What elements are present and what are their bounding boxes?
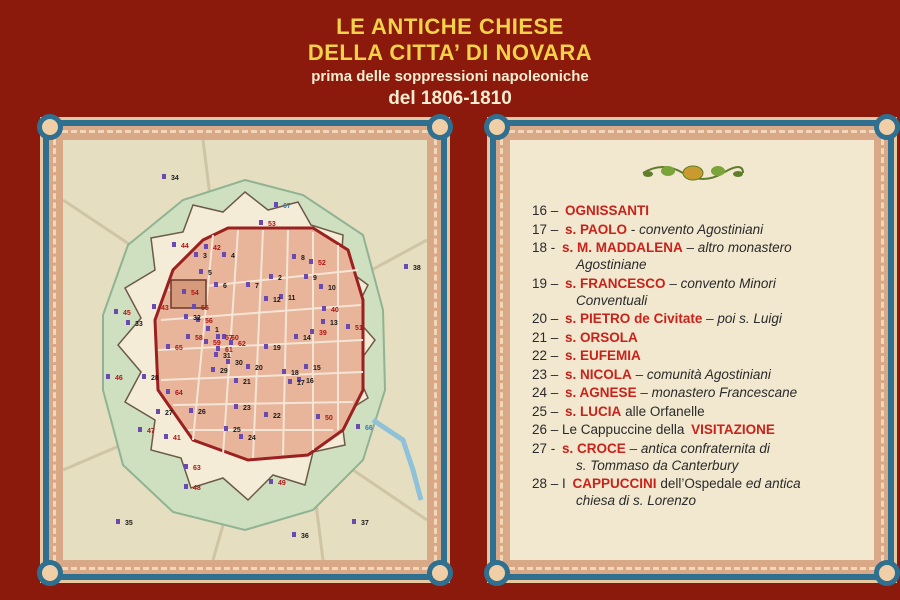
map-number-label[interactable]: 41 <box>173 435 181 442</box>
legend-note: – convento Minori <box>669 275 776 291</box>
legend-continuation: Agostiniane <box>576 257 647 272</box>
map-number-label[interactable]: 18 <box>291 370 299 377</box>
legend-extra: dell’Ospedale <box>656 476 746 491</box>
map-number-label[interactable]: 28 <box>151 375 159 382</box>
vine-ornament-icon <box>638 158 748 188</box>
church-marker <box>106 374 110 379</box>
legend-item <box>532 421 866 438</box>
legend-item <box>532 384 866 401</box>
church-marker <box>346 324 350 329</box>
church-marker <box>192 304 196 309</box>
map-number-label[interactable]: 13 <box>330 320 338 327</box>
church-marker <box>234 404 238 409</box>
church-marker <box>319 284 323 289</box>
church-name: s. PAOLO <box>565 221 628 237</box>
church-marker <box>292 532 296 537</box>
church-marker <box>239 434 243 439</box>
legend-item <box>532 475 866 509</box>
church-marker <box>152 304 156 309</box>
map-number-label[interactable]: 36 <box>301 533 309 540</box>
map-number-label[interactable]: 60 <box>231 335 239 342</box>
novara-map-svg <box>63 140 427 560</box>
map-number-label[interactable]: 49 <box>278 480 286 487</box>
legend-item <box>532 329 866 346</box>
legend-note: – altro monastero <box>686 240 792 255</box>
church-marker <box>189 408 193 413</box>
church-marker <box>356 424 360 429</box>
map-number-label[interactable]: 30 <box>235 360 243 367</box>
map-number-label[interactable]: 63 <box>193 465 201 472</box>
legend-number: 18 - <box>532 240 556 255</box>
map-number-label[interactable]: 25 <box>233 427 241 434</box>
map-panel <box>40 117 450 583</box>
church-name: s. PIETRO de Civitate <box>565 311 703 326</box>
map-number-label[interactable]: 27 <box>165 410 173 417</box>
map-number-label[interactable]: 47 <box>147 428 155 435</box>
map-number-label[interactable]: 66 <box>365 425 373 432</box>
church-marker <box>282 369 286 374</box>
church-marker <box>309 259 313 264</box>
church-name: CAPPUCCINI <box>572 476 657 491</box>
map-number-label[interactable]: 4 <box>231 253 235 260</box>
church-name: s. CROCE <box>562 440 626 456</box>
church-name: s. LUCIA <box>565 403 622 419</box>
map-number-label[interactable]: 5 <box>208 270 212 277</box>
map-number-label[interactable]: 48 <box>193 485 201 492</box>
church-marker <box>126 320 130 325</box>
church-marker <box>138 427 142 432</box>
map-number-label[interactable]: 54 <box>191 290 199 297</box>
legend-number: 23 – <box>532 366 559 382</box>
map-number-label[interactable]: 7 <box>255 283 259 290</box>
church-marker <box>310 329 314 334</box>
legend-number: 19 – <box>532 275 559 291</box>
legend-item <box>532 310 866 327</box>
map-number-label[interactable]: 19 <box>273 345 281 352</box>
legend-number: 17 – <box>532 221 559 237</box>
church-marker <box>274 202 278 207</box>
church-marker <box>184 314 188 319</box>
legend-item <box>532 239 866 273</box>
church-marker <box>216 334 220 339</box>
legend-number: 16 – <box>532 203 559 218</box>
legend-number: 26 – Le Cappuccine della <box>532 422 685 437</box>
map-number-label[interactable]: 44 <box>181 243 189 250</box>
map-number-label[interactable]: 52 <box>318 260 326 267</box>
main-title: LE ANTICHE CHIESE <box>336 14 564 39</box>
legend-item <box>532 202 866 219</box>
map-number-label[interactable]: 14 <box>303 335 311 342</box>
legend-number: 27 - <box>532 440 556 456</box>
church-marker <box>186 334 190 339</box>
map-number-label[interactable]: 51 <box>355 325 363 332</box>
map-number-label[interactable]: 3 <box>203 253 207 260</box>
map-number-label[interactable]: 37 <box>361 520 369 527</box>
main-title-line2: DELLA CITTA’ DI NOVARA <box>307 40 593 65</box>
church-marker <box>304 364 308 369</box>
legend-continuation: s. Tommaso da Canterbury <box>576 457 739 473</box>
map-number-label[interactable]: 35 <box>125 520 133 527</box>
church-name: s. M. MADDALENA <box>562 240 683 255</box>
church-marker <box>199 269 203 274</box>
church-marker <box>142 374 146 379</box>
church-marker <box>194 252 198 257</box>
map-number-label[interactable]: 2 <box>278 275 282 282</box>
church-marker <box>224 426 228 431</box>
church-marker <box>204 339 208 344</box>
legend-note: ed antica <box>745 476 801 491</box>
map-number-label[interactable]: 34 <box>171 175 179 182</box>
legend-number: 24 – <box>532 385 559 400</box>
map-number-label[interactable]: 29 <box>220 368 228 375</box>
map-number-label[interactable]: 59 <box>213 340 221 347</box>
legend-number: 21 – <box>532 329 559 345</box>
church-marker <box>204 244 208 249</box>
map-number-label[interactable]: 57 <box>225 335 233 342</box>
legend-number: 25 – <box>532 403 559 419</box>
subtitle: prima delle soppressioni napoleoniche <box>311 68 589 85</box>
church-marker <box>264 412 268 417</box>
map-number-label[interactable]: 64 <box>175 390 183 397</box>
map-number-label[interactable]: 62 <box>238 341 246 348</box>
church-marker <box>214 352 218 357</box>
church-name: s. NICOLA <box>565 366 632 382</box>
map-number-label[interactable]: 32 <box>193 315 201 322</box>
church-marker <box>114 309 118 314</box>
map-number-label[interactable]: 45 <box>123 310 131 317</box>
map-number-label[interactable]: 40 <box>331 307 339 314</box>
church-marker <box>292 254 296 259</box>
church-marker <box>184 464 188 469</box>
map-number-label[interactable]: 39 <box>319 330 327 337</box>
church-marker <box>116 519 120 524</box>
map-number-label[interactable]: 58 <box>195 335 203 342</box>
castle <box>171 280 206 308</box>
map-number-label[interactable]: 9 <box>313 275 317 282</box>
church-marker <box>316 414 320 419</box>
legend-number: 22 – <box>532 348 559 363</box>
church-name: s. AGNESE <box>565 385 637 400</box>
legend-continuation: chiesa di s. Lorenzo <box>576 493 697 508</box>
church-marker <box>222 252 226 257</box>
legend-note: – poi s. Luigi <box>706 311 782 326</box>
legend-note: convento Agostiniani <box>639 221 764 237</box>
map-number-label[interactable]: 38 <box>413 265 421 272</box>
church-marker <box>404 264 408 269</box>
church-marker <box>246 364 250 369</box>
legend-item <box>532 403 866 420</box>
church-legend-list <box>532 202 866 511</box>
church-marker <box>182 289 186 294</box>
map-number-label[interactable]: 6 <box>223 283 227 290</box>
legend-continuation: Conventuali <box>576 292 648 308</box>
map-number-label[interactable]: 53 <box>268 221 276 228</box>
legend-note: – antica confraternita di <box>629 440 770 456</box>
church-name: s. FRANCESCO <box>565 275 666 291</box>
church-marker <box>269 274 273 279</box>
church-marker <box>246 282 250 287</box>
city-map[interactable] <box>63 140 427 560</box>
map-number-label[interactable]: 23 <box>243 405 251 412</box>
church-marker <box>321 319 325 324</box>
church-name: OGNISSANTI <box>565 203 650 218</box>
church-marker <box>172 242 176 247</box>
church-marker <box>234 378 238 383</box>
legend-item <box>532 275 866 309</box>
church-marker <box>166 344 170 349</box>
legend-note: – monastero Francescane <box>640 385 798 400</box>
map-number-label[interactable]: 16 <box>306 378 314 385</box>
map-number-label[interactable]: 50 <box>325 415 333 422</box>
map-number-label[interactable]: 17 <box>297 380 305 387</box>
date-range: del 1806-1810 <box>388 88 512 109</box>
map-number-label[interactable]: 33 <box>135 321 143 328</box>
legend-item <box>532 440 866 474</box>
map-number-label[interactable]: 22 <box>273 413 281 420</box>
church-marker <box>259 220 263 225</box>
map-number-label[interactable]: 26 <box>198 409 206 416</box>
church-name: VISITAZIONE <box>691 422 775 437</box>
legend-item <box>532 366 866 383</box>
church-marker <box>264 296 268 301</box>
church-marker <box>162 174 166 179</box>
church-marker <box>184 484 188 489</box>
church-marker <box>288 379 292 384</box>
church-marker <box>352 519 356 524</box>
map-number-label[interactable]: 20 <box>255 365 263 372</box>
church-name: s. EUFEMIA <box>565 348 641 363</box>
map-number-label[interactable]: 24 <box>248 435 256 442</box>
map-number-label[interactable]: 12 <box>273 297 281 304</box>
map-number-label[interactable]: 11 <box>288 295 296 302</box>
map-number-label[interactable]: 42 <box>213 245 221 252</box>
legend-number: 28 – I <box>532 476 566 491</box>
church-marker <box>211 367 215 372</box>
map-number-label[interactable]: 61 <box>225 347 233 354</box>
church-marker <box>264 344 268 349</box>
map-number-label[interactable]: 15 <box>313 365 321 372</box>
legend-extra: - <box>627 221 640 237</box>
map-number-label[interactable]: 65 <box>175 345 183 352</box>
map-number-label[interactable]: 10 <box>328 285 336 292</box>
map-number-label[interactable]: 8 <box>301 255 305 262</box>
church-marker <box>304 274 308 279</box>
map-number-label[interactable]: 67 <box>283 203 291 210</box>
legend-note: – comunità Agostiniani <box>635 366 771 382</box>
church-marker <box>156 409 160 414</box>
church-marker <box>322 306 326 311</box>
legend-item <box>532 221 866 238</box>
map-number-label[interactable]: 56 <box>205 318 213 325</box>
church-marker <box>166 389 170 394</box>
map-number-label[interactable]: 46 <box>115 375 123 382</box>
legend-extra: alle Orfanelle <box>621 403 705 419</box>
church-marker <box>269 479 273 484</box>
map-number-label[interactable]: 55 <box>201 305 209 312</box>
church-marker <box>164 434 168 439</box>
church-marker <box>294 334 298 339</box>
church-marker <box>214 282 218 287</box>
legend-number: 20 – <box>532 311 559 326</box>
map-number-label[interactable]: 21 <box>243 379 251 386</box>
legend-panel <box>487 117 897 583</box>
church-name: s. ORSOLA <box>565 329 638 345</box>
map-number-label[interactable]: 43 <box>161 305 169 312</box>
map-number-label[interactable]: 31 <box>223 353 231 360</box>
map-number-label[interactable]: 1 <box>215 327 219 334</box>
church-marker <box>206 326 210 331</box>
legend-item <box>532 347 866 364</box>
